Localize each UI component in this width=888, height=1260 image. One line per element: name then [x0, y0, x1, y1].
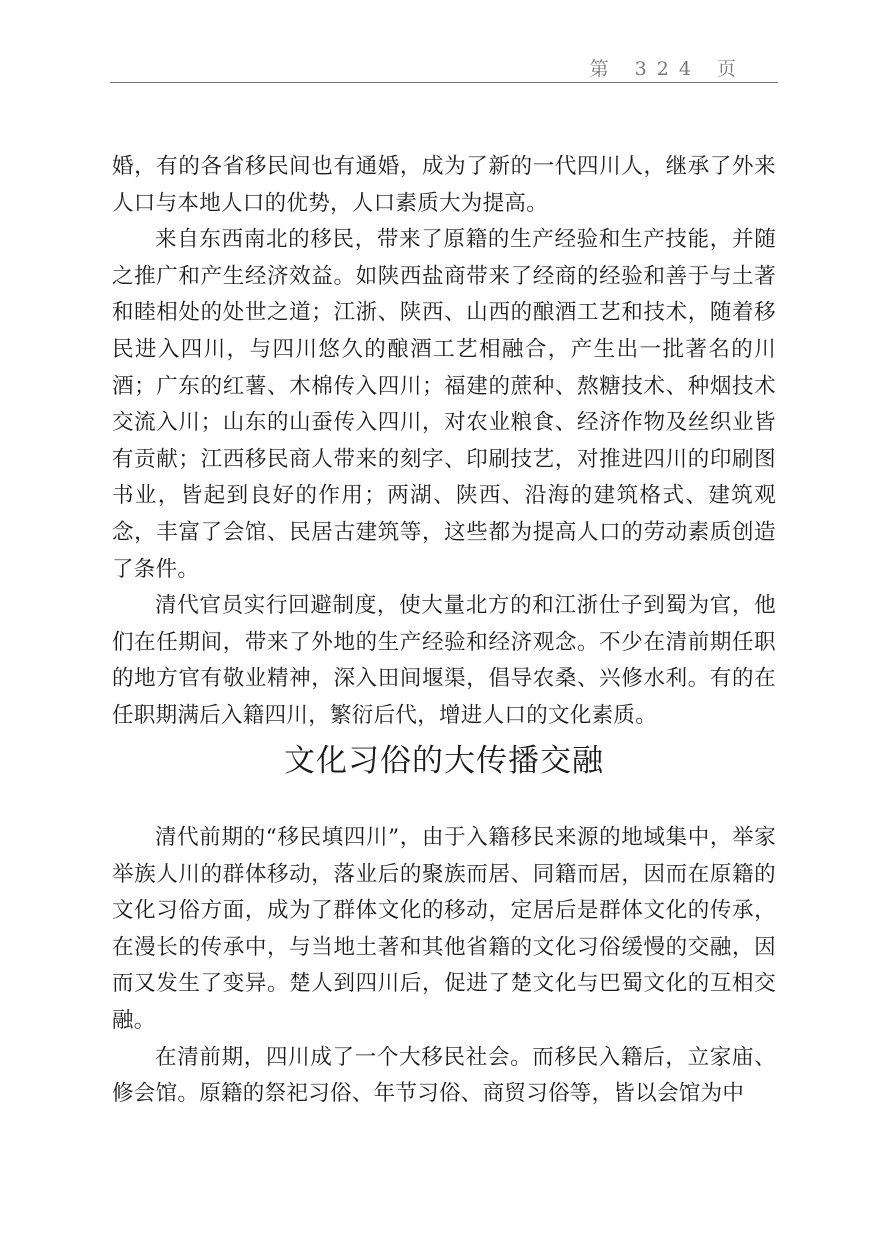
body-text-section-2 — [112, 820, 776, 1113]
paragraph: 来自东西南北的移民，带来了原籍的生产经验和生产技能，并随之推广和产生经济效益。如陕西盐商带来了经商的经验和善于与土著和睦相处的处世之道；江浙、陕西、山西的酿酒工艺和技术，随着移民进入四川，与四川悠久的酿酒工艺相融合，产生出一批著名的川酒；广东的红薯、木棉传入四川；福建的蔗种、熬糖技术、种烟技术交流入川；山东的山蚕传入四川，对农业粮食、经济作物及丝织业皆有贡献；江西移民商人带来的刻字、印刷技艺，对推进四川的印刷图书业，皆起到良好的作用；两湖、陕西、沿海的建筑格式、建筑观念，丰富了会馆、民居古建筑等，这些都为提高人口的劳动素质创造了条件。 — [112, 227, 776, 582]
page-header — [110, 48, 778, 83]
body-text-section-1 — [112, 149, 776, 735]
page-number: 第 324 页 — [589, 58, 746, 80]
paragraph: 在清前期，四川成了一个大移民社会。而移民入籍后，立家庙、修会馆。原籍的祭祀习俗、年节习俗、商贸习俗等，皆以会馆为中 — [112, 1044, 776, 1107]
section-title: 文化习俗的大传播交融 — [284, 743, 604, 779]
paragraph: 清代前期的“移民填四川”，由于入籍移民来源的地域集中，举家举族人川的群体移动，落业后的聚族而居、同籍而居，因而在原籍的文化习俗方面，成为了群体文化的移动，定居后是群体文化的传承，在漫长的传承中，与当地土著和其他省籍的文化习俗缓慢的交融，因而又发生了变异。楚人到四川后，促进了楚文化与巴蜀文化的互相交融。 — [112, 825, 776, 1033]
paragraph: 婚，有的各省移民间也有通婚，成为了新的一代四川人，继承了外来人口与本地人口的优势，人口素质大为提高。 — [112, 154, 776, 216]
paragraph: 清代官员实行回避制度，使大量北方的和江浙仕子到蜀为官，他们在任期间，带来了外地的生产经验和经济观念。不少在清前期任职的地方官有敬业精神，深入田间堰渠，倡导农桑、兴修水利。有的在任职期满后入籍四川，繁衍后代，增进人口的文化素质。 — [112, 593, 776, 728]
